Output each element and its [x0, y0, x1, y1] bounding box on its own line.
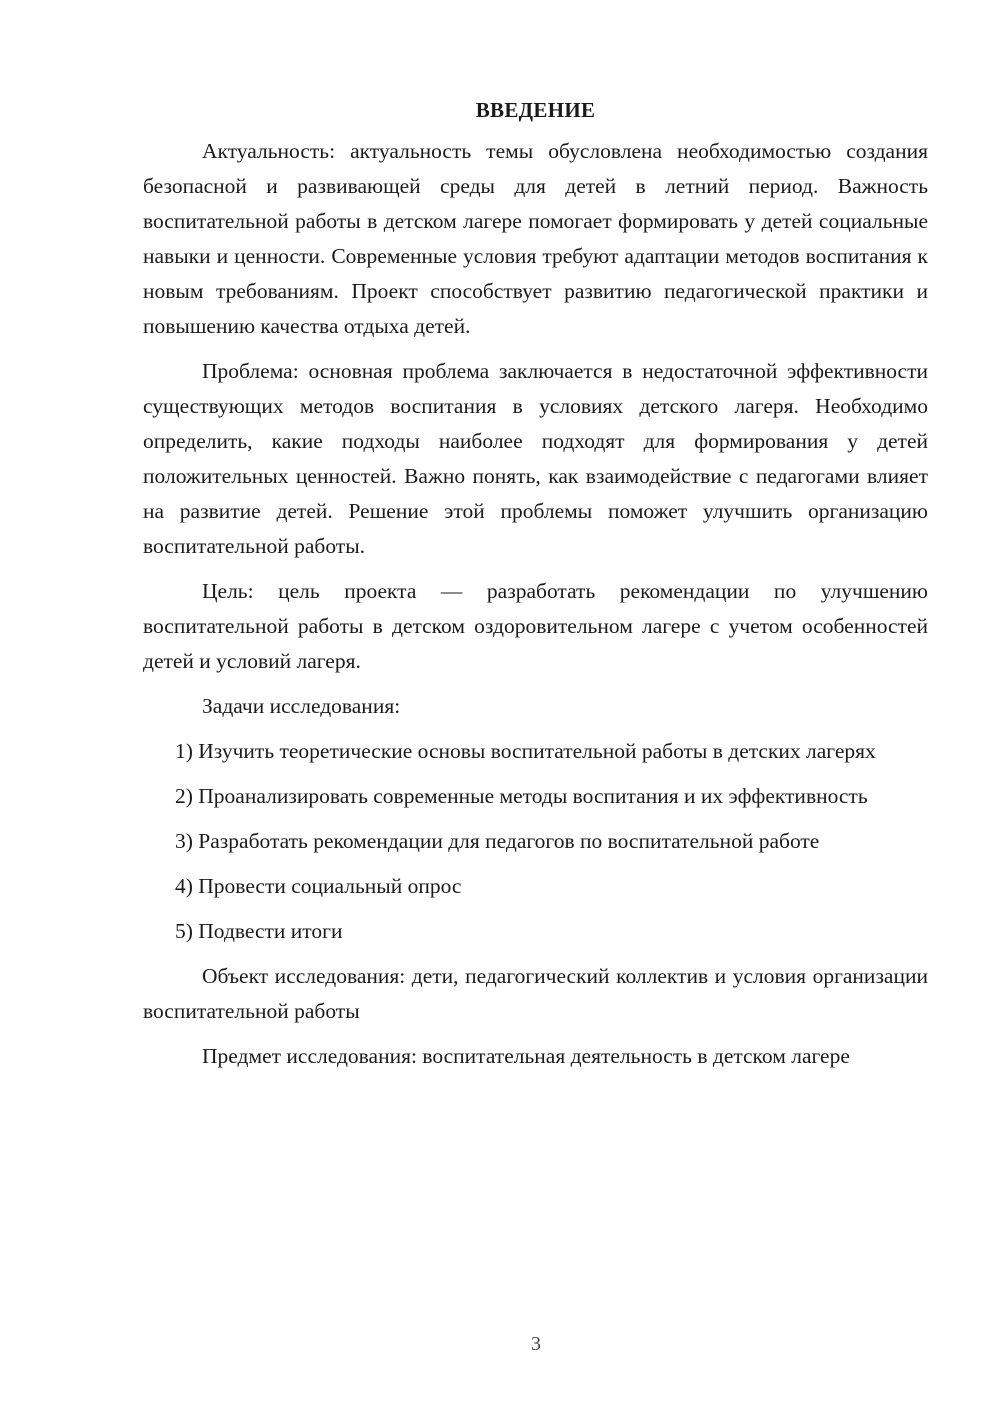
subject-paragraph: Предмет исследования: воспитательная деятельность в детском лагере [202, 1044, 850, 1068]
tasks-heading: Задачи исследования: [202, 694, 401, 718]
object-paragraph: Объект исследования: дети, педагогический коллектив и условия организации воспитательной работы [143, 964, 928, 1023]
page-number: 3 [531, 1333, 541, 1355]
goal-paragraph: Цель: цель проекта — разработать рекомендации по улучшению воспитательной работы в детском оздоровительном лагере с учетом особенностей детей и условий лагеря. [143, 579, 928, 673]
task-item: 4) Провести социальный опрос [175, 874, 462, 898]
task-item: 3) Разработать рекомендации для педагогов по воспитательной работе [175, 829, 820, 853]
task-item: 2) Проанализировать современные методы воспитания и их эффективность [175, 784, 868, 808]
page-content [143, 94, 928, 1084]
task-item: 1) Изучить теоретические основы воспитательной работы в детских лагерях [175, 739, 876, 763]
relevance-paragraph: Актуальность: актуальность темы обусловлена необходимостью создания безопасной и развивающей среды для детей в летний период. Важность воспитательной работы в детском лагере помогает формировать у детей социальные навыки и ценности. Современные условия требуют адаптации методов воспитания к новым требованиям. Проект способствует развитию педагогической практики и повышению качества отдыха детей. [143, 139, 928, 338]
problem-paragraph: Проблема: основная проблема заключается в недостаточной эффективности существующих методов воспитания в условиях детского лагеря. Необходимо определить, какие подходы наиболее подходят для формирования у детей положительных ценностей. Важно понять, как взаимодействие с педагогами влияет на развитие детей. Решение этой проблемы поможет улучшить организацию воспитательной работы. [143, 359, 928, 558]
task-item: 5) Подвести итоги [175, 919, 343, 943]
page-title: ВВЕДЕНИЕ [475, 98, 596, 122]
tasks-list [143, 734, 928, 949]
